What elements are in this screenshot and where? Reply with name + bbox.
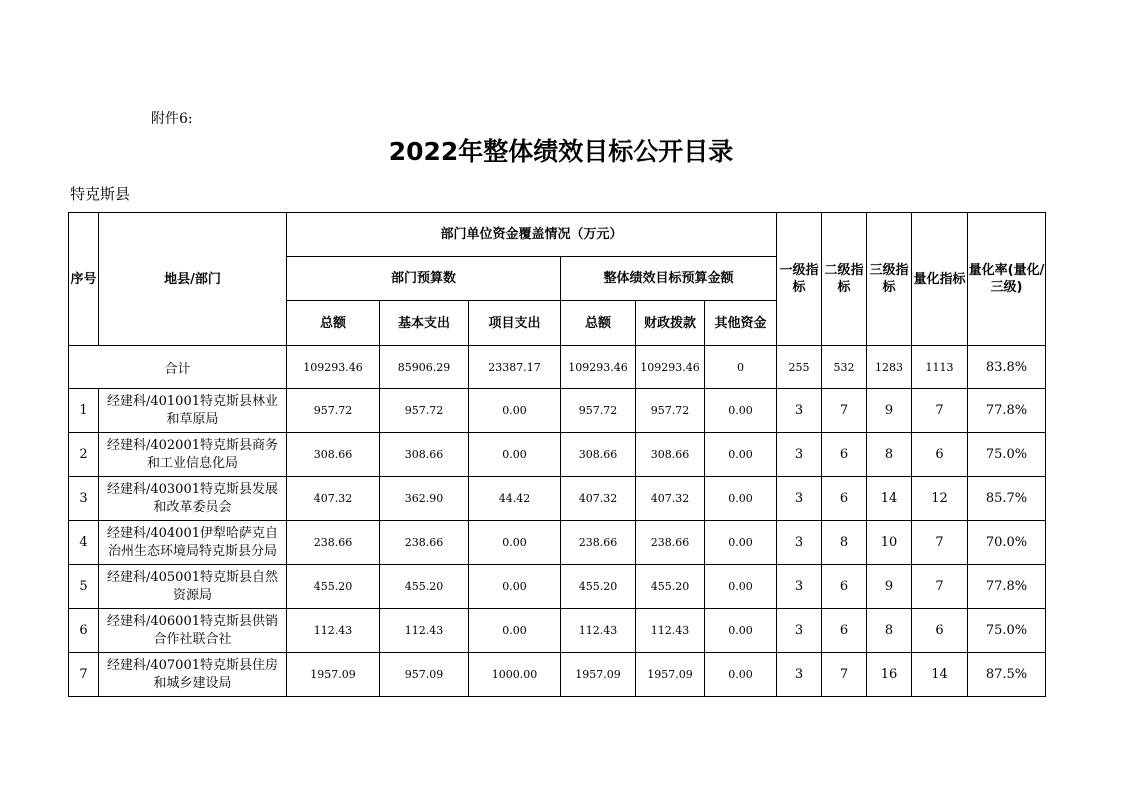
summary-basic: 85906.29: [380, 346, 469, 389]
row-l3: 9: [867, 565, 912, 609]
row-project: 0.00: [469, 433, 561, 477]
row-l1: 3: [777, 609, 822, 653]
header-dept: 地县/部门: [99, 213, 287, 346]
row-rate: 85.7%: [968, 477, 1046, 521]
header-total2: 总额: [561, 301, 636, 346]
row-index: 4: [69, 521, 99, 565]
row-l3: 10: [867, 521, 912, 565]
row-other: 0.00: [705, 653, 777, 697]
row-index: 2: [69, 433, 99, 477]
row-fiscal: 238.66: [636, 521, 705, 565]
row-index: 3: [69, 477, 99, 521]
row-l1: 3: [777, 389, 822, 433]
row-l1: 3: [777, 653, 822, 697]
row-basic: 957.72: [380, 389, 469, 433]
row-fiscal: 308.66: [636, 433, 705, 477]
table-row: [69, 565, 1046, 609]
row-index: 1: [69, 389, 99, 433]
header-level3: 三级指标: [867, 213, 912, 346]
row-total: 238.66: [287, 521, 380, 565]
table-row: [69, 521, 1046, 565]
row-quant: 14: [912, 653, 968, 697]
row-dept: 经建科/401001特克斯县林业和草原局: [99, 389, 287, 433]
header-basic: 基本支出: [380, 301, 469, 346]
row-basic: 112.43: [380, 609, 469, 653]
row-l2: 6: [822, 565, 867, 609]
header-quant: 量化指标: [912, 213, 968, 346]
row-fiscal: 112.43: [636, 609, 705, 653]
row-l3: 8: [867, 609, 912, 653]
summary-l2: 532: [822, 346, 867, 389]
table-row: [69, 477, 1046, 521]
row-quant: 7: [912, 565, 968, 609]
row-l2: 8: [822, 521, 867, 565]
row-other: 0.00: [705, 477, 777, 521]
row-perf-total: 112.43: [561, 609, 636, 653]
row-rate: 87.5%: [968, 653, 1046, 697]
row-total: 1957.09: [287, 653, 380, 697]
header-perf-budget: 整体绩效目标预算金额: [561, 257, 777, 301]
row-perf-total: 308.66: [561, 433, 636, 477]
header-total: 总额: [287, 301, 380, 346]
row-project: 0.00: [469, 565, 561, 609]
row-project: 0.00: [469, 609, 561, 653]
summary-l3: 1283: [867, 346, 912, 389]
row-perf-total: 407.32: [561, 477, 636, 521]
row-total: 407.32: [287, 477, 380, 521]
header-other: 其他资金: [705, 301, 777, 346]
row-project: 0.00: [469, 389, 561, 433]
row-basic: 308.66: [380, 433, 469, 477]
row-rate: 77.8%: [968, 565, 1046, 609]
summary-rate: 83.8%: [968, 346, 1046, 389]
row-l3: 16: [867, 653, 912, 697]
row-dept: 经建科/406001特克斯县供销合作社联合社: [99, 609, 287, 653]
row-quant: 6: [912, 609, 968, 653]
page-title: 2022年整体绩效目标公开目录: [388, 137, 734, 166]
header-project: 项目支出: [469, 301, 561, 346]
performance-table: [68, 212, 1046, 697]
row-other: 0.00: [705, 389, 777, 433]
summary-fiscal: 109293.46: [636, 346, 705, 389]
row-l3: 14: [867, 477, 912, 521]
row-rate: 75.0%: [968, 609, 1046, 653]
summary-perf-total: 109293.46: [561, 346, 636, 389]
attachment-label: 附件6:: [151, 111, 193, 127]
row-basic: 238.66: [380, 521, 469, 565]
summary-project: 23387.17: [469, 346, 561, 389]
row-perf-total: 957.72: [561, 389, 636, 433]
table-row: [69, 389, 1046, 433]
row-dept: 经建科/405001特克斯县自然资源局: [99, 565, 287, 609]
row-rate: 75.0%: [968, 433, 1046, 477]
table-row: [69, 433, 1046, 477]
table-row: [69, 653, 1046, 697]
header-seq: 序号: [69, 213, 99, 346]
row-dept: 经建科/404001伊犁哈萨克自治州生态环境局特克斯县分局: [99, 521, 287, 565]
row-l2: 7: [822, 389, 867, 433]
row-fiscal: 455.20: [636, 565, 705, 609]
row-l2: 7: [822, 653, 867, 697]
county-label: 特克斯县: [70, 185, 131, 203]
header-quant-rate: 量化率(量化/三级): [968, 213, 1046, 346]
row-project: 1000.00: [469, 653, 561, 697]
row-project: 0.00: [469, 521, 561, 565]
row-basic: 362.90: [380, 477, 469, 521]
row-project: 44.42: [469, 477, 561, 521]
row-quant: 7: [912, 389, 968, 433]
summary-label: 合计: [69, 346, 287, 389]
row-dept: 经建科/402001特克斯县商务和工业信息化局: [99, 433, 287, 477]
row-rate: 70.0%: [968, 521, 1046, 565]
row-other: 0.00: [705, 565, 777, 609]
row-other: 0.00: [705, 609, 777, 653]
row-quant: 6: [912, 433, 968, 477]
row-total: 112.43: [287, 609, 380, 653]
row-rate: 77.8%: [968, 389, 1046, 433]
header-coverage: 部门单位资金覆盖情况（万元）: [287, 213, 777, 257]
row-index: 6: [69, 609, 99, 653]
row-dept: 经建科/403001特克斯县发展和改革委员会: [99, 477, 287, 521]
row-l1: 3: [777, 521, 822, 565]
row-l1: 3: [777, 477, 822, 521]
row-fiscal: 957.72: [636, 389, 705, 433]
row-fiscal: 1957.09: [636, 653, 705, 697]
row-dept: 经建科/407001特克斯县住房和城乡建设局: [99, 653, 287, 697]
header-budget: 部门预算数: [287, 257, 561, 301]
row-l3: 9: [867, 389, 912, 433]
row-l2: 6: [822, 609, 867, 653]
header-fiscal: 财政拨款: [636, 301, 705, 346]
row-l1: 3: [777, 565, 822, 609]
row-l3: 8: [867, 433, 912, 477]
summary-other: 0: [705, 346, 777, 389]
row-total: 455.20: [287, 565, 380, 609]
header-level1: 一级指标: [777, 213, 822, 346]
row-perf-total: 455.20: [561, 565, 636, 609]
row-l1: 3: [777, 433, 822, 477]
table-row: [69, 609, 1046, 653]
summary-total: 109293.46: [287, 346, 380, 389]
row-basic: 957.09: [380, 653, 469, 697]
summary-l1: 255: [777, 346, 822, 389]
row-perf-total: 1957.09: [561, 653, 636, 697]
row-fiscal: 407.32: [636, 477, 705, 521]
row-other: 0.00: [705, 433, 777, 477]
row-l2: 6: [822, 433, 867, 477]
row-quant: 12: [912, 477, 968, 521]
row-other: 0.00: [705, 521, 777, 565]
row-quant: 7: [912, 521, 968, 565]
row-index: 7: [69, 653, 99, 697]
row-index: 5: [69, 565, 99, 609]
row-total: 308.66: [287, 433, 380, 477]
summary-row: [69, 346, 1046, 389]
row-perf-total: 238.66: [561, 521, 636, 565]
summary-quant: 1113: [912, 346, 968, 389]
row-l2: 6: [822, 477, 867, 521]
header-level2: 二级指标: [822, 213, 867, 346]
row-basic: 455.20: [380, 565, 469, 609]
row-total: 957.72: [287, 389, 380, 433]
